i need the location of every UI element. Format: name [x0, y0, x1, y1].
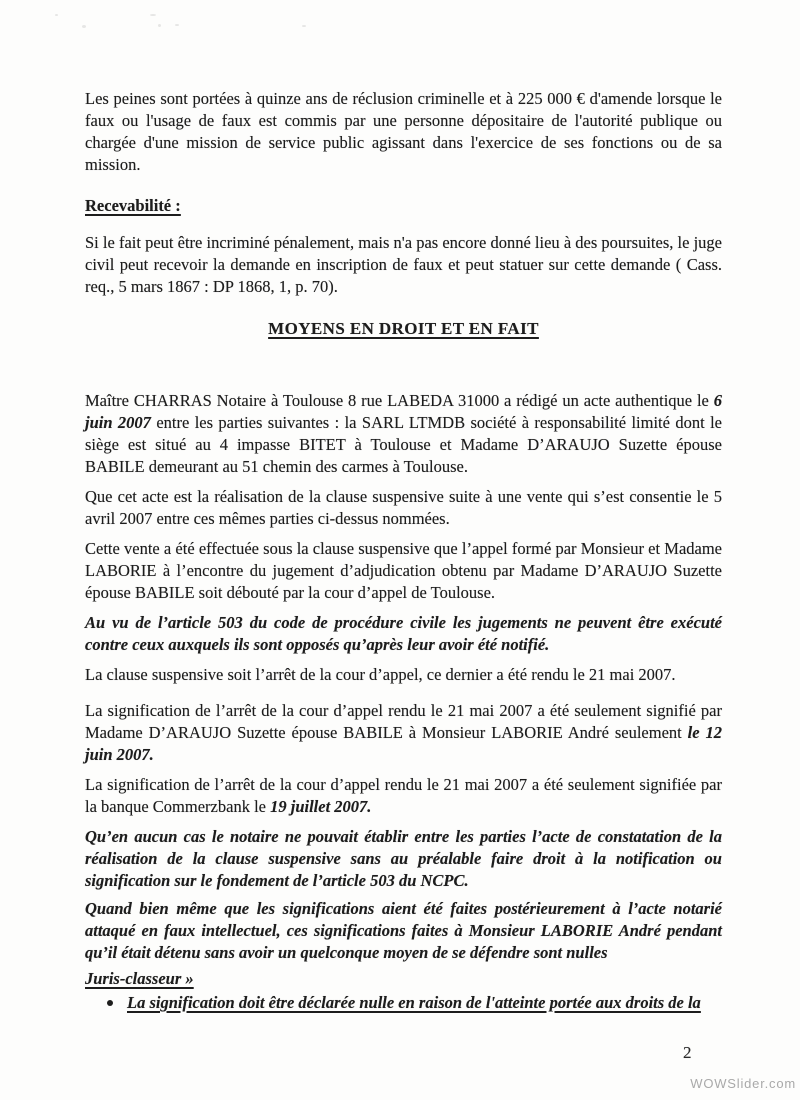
- heading-juris-classeur-text: Juris-classeur »: [85, 969, 194, 988]
- date-signification-laborie: le 12 juin 2007.: [85, 723, 722, 764]
- heading-recevabilite: [85, 195, 722, 217]
- paragraph-significations-nulles: Quand bien même que les significations aient été faites postérieurement à l’acte notarié attaqué en faux intellectuel, ces significations faites à Monsieur LABORIE André pendant qu’il était détenu sans avoir un quelconque moyen de se défendre sont nulles: [85, 899, 722, 962]
- heading-juris-classeur: [85, 968, 722, 990]
- date-signification-commerzbank: 19 juillet 2007.: [270, 797, 372, 816]
- bullet-icon: [107, 1000, 113, 1006]
- paragraph-realisation-clause: Que cet acte est la réalisation de la clause suspensive suite à une vente qui s’est consentie le 5 avril 2007 entre ces mêmes parties ci-dessus nommées.: [85, 487, 722, 528]
- paragraph-recevabilite: Si le fait peut être incriminé pénalement, mais n'a pas encore donné lieu à des poursuites, le juge civil peut recevoir la demande en inscription de faux et peut statuer sur cette demande ( Cass. req., 5 mars 1867 : DP 1868, 1, p. 70).: [85, 233, 722, 296]
- paragraph-signification-commerzbank-lead: La signification de l’arrêt de la cour d’appel rendu le 21 mai 2007 a été seulement signifiée par la banque Commerzbank le: [85, 775, 722, 816]
- paragraph-signification-commerzbank: [85, 774, 722, 818]
- paragraph-acte-notaire-rest: entre les parties suivantes : la SARL LTMDB société à responsabilité limité dont le siège est situé au 4 impasse BITET à Toulouse et Madame D’ARAUJO Suzette épouse BABILE demeurant au 51 chemin des carmes à Toulouse.: [85, 413, 722, 476]
- paragraph-clause-arret: La clause suspensive soit l’arrêt de la cour d’appel, ce dernier a été rendu le 21 mai 2007.: [85, 665, 676, 684]
- heading-recevabilite-text: Recevabilité :: [85, 196, 181, 215]
- paragraph-penalties: Les peines sont portées à quinze ans de réclusion criminelle et à 225 000 € d'amende lorsque le faux ou l'usage de faux est commis par une personne dépositaire de l'autorité publique ou chargée d'une mission de service public agissant dans l'exercice de ses fonctions ou de sa mission.: [85, 89, 722, 174]
- bullet-item-signification-nulle: [85, 992, 722, 1014]
- page-number: 2: [683, 1043, 692, 1062]
- heading-moyens-en-droit: [85, 318, 722, 340]
- paragraph-article-503: Au vu de l’article 503 du code de procédure civile les jugements ne peuvent être exécuté contre ceux auxquels ils sont opposés qu’après leur avoir été notifié.: [85, 613, 722, 654]
- paragraph-vente-clause-suspensive: Cette vente a été effectuée sous la clause suspensive que l’appel formé par Monsieur et Madame LABORIE à l’encontre du jugement d’adjudication obtenu par Madame D’ARAUJO Suzette épouse BABILE soit débouté par la cour d’appel de Toulouse.: [85, 539, 722, 602]
- paragraph-constat-notaire: Qu’en aucun cas le notaire ne pouvait établir entre les parties l’acte de constatation de la réalisation de la clause suspensive sans au préalable faire droit à la notification ou signification sur le fondement de l’article 503 du NCPC.: [85, 827, 722, 890]
- bullet-item-underlined-text: La signification doit être déclarée nulle en raison de l'atteinte portée aux droits de la: [127, 993, 701, 1012]
- date-acte-authentique: 6 juin 2007: [85, 391, 722, 432]
- paragraph-acte-notaire: [85, 390, 722, 478]
- paragraph-signification-laborie: [85, 700, 722, 766]
- watermark-wowslider: WOWSlider.com: [690, 1076, 796, 1091]
- document-body: [85, 0, 722, 1014]
- heading-moyens-text: MOYENS EN DROIT ET EN FAIT: [268, 319, 539, 338]
- scan-speck: [55, 14, 58, 16]
- bullet-item-text: [127, 992, 722, 1014]
- paragraph-signification-laborie-lead: La signification de l’arrêt de la cour d’appel rendu le 21 mai 2007 a été seulement signifié par Madame D’ARAUJO Suzette épouse BABILE à Monsieur LABORIE André seulement: [85, 701, 722, 742]
- paragraph-acte-notaire-lead: Maître CHARRAS Notaire à Toulouse 8 rue LABEDA 31000 a rédigé un acte authentique le: [85, 391, 714, 410]
